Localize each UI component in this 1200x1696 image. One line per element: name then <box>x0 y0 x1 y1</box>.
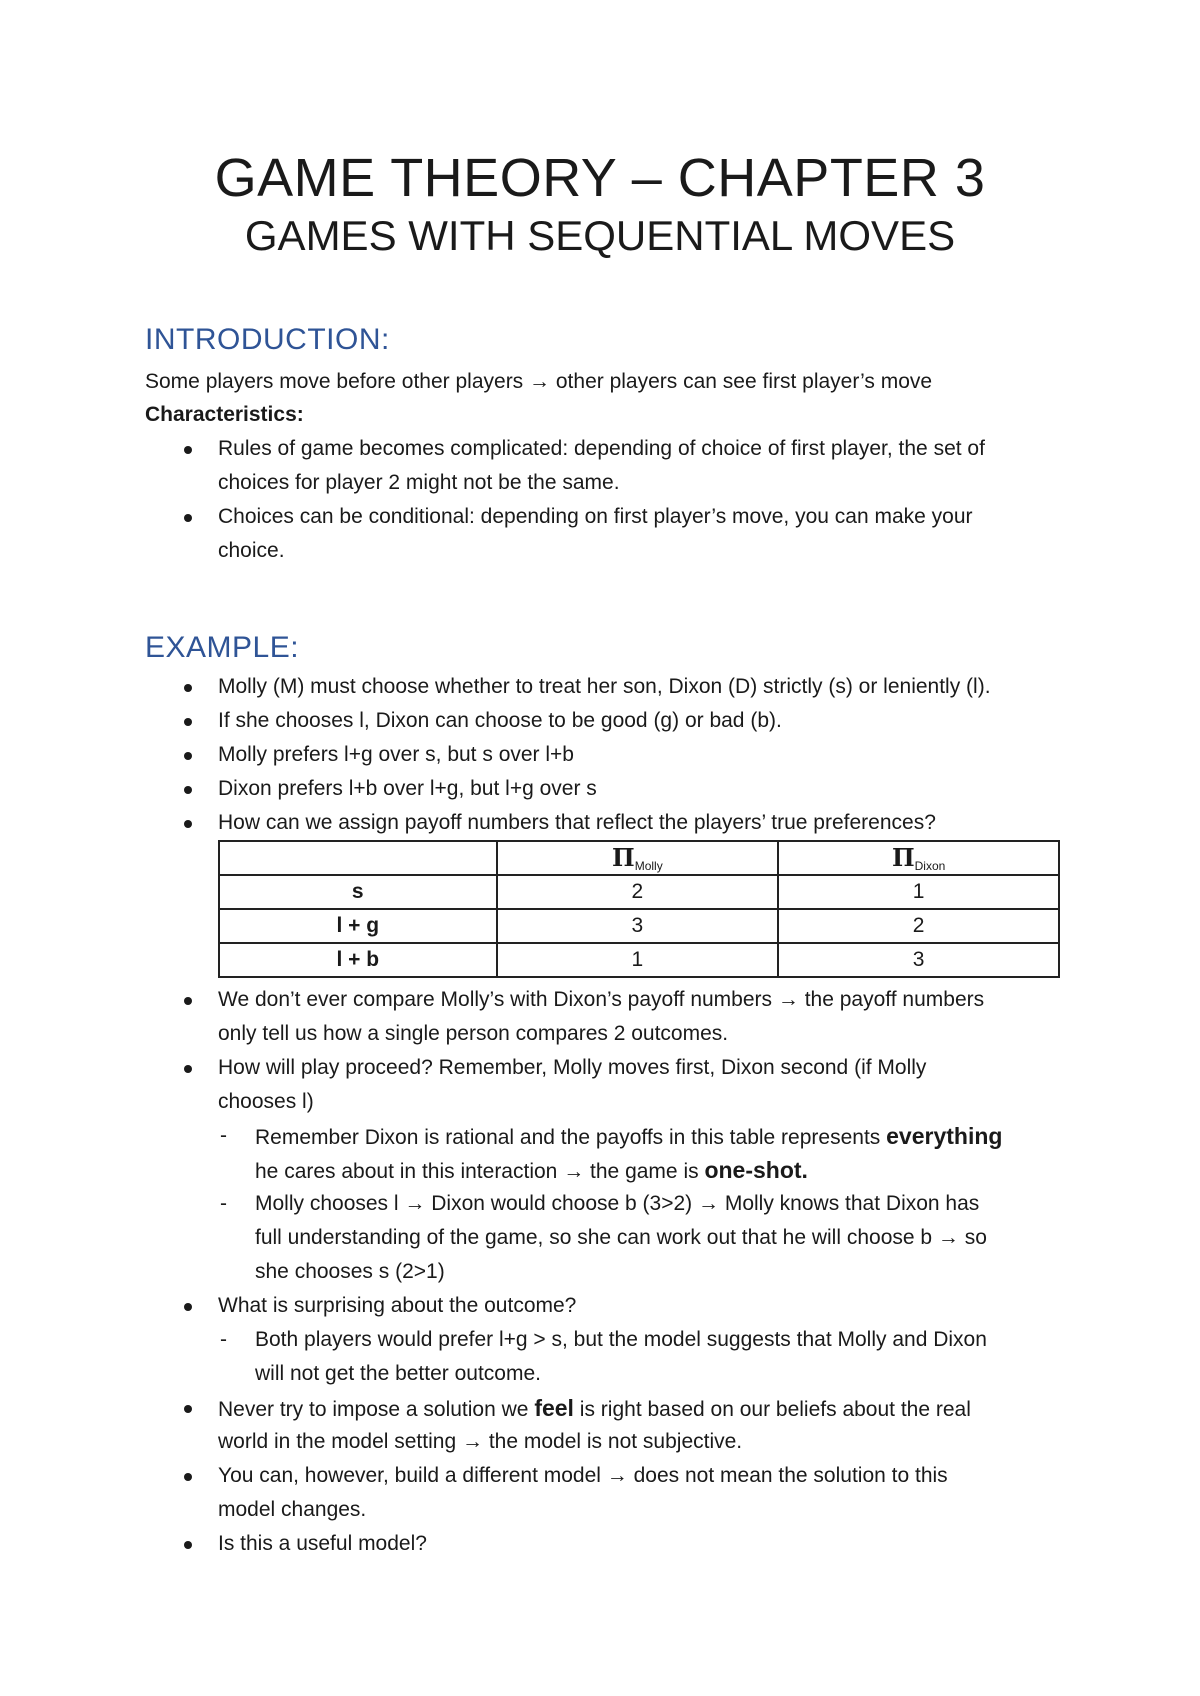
list-item: You can, however, build a different model → does not mean the solution to this <box>218 1464 948 1487</box>
bullet-icon <box>184 1303 192 1311</box>
row-label: l + b <box>219 943 497 977</box>
dash-icon: - <box>220 1328 227 1351</box>
list-item: How will play proceed? Remember, Molly moves first, Dixon second (if Molly <box>218 1056 927 1079</box>
table-header-empty <box>219 841 497 875</box>
list-item: Is this a useful model? <box>218 1532 427 1555</box>
heading-introduction: INTRODUCTION: <box>145 323 390 356</box>
table-cell: 1 <box>497 943 779 977</box>
table-cell: 2 <box>497 875 779 909</box>
list-item: Molly prefers l+g over s, but s over l+b <box>218 743 574 766</box>
table-row <box>219 943 1059 977</box>
arrow-icon: → <box>563 1160 585 1183</box>
list-item: How can we assign payoff numbers that reflect the players’ true preferences? <box>218 811 936 834</box>
table-header-molly: $\Pi_{Molly}$ <box>497 841 779 875</box>
bullet-icon <box>184 514 192 522</box>
dash-icon: - <box>220 1192 227 1215</box>
bullet-icon <box>184 820 192 828</box>
characteristics-label: Characteristics: <box>145 403 304 426</box>
dash-icon: - <box>220 1124 227 1147</box>
arrow-icon: → <box>461 1430 483 1453</box>
bullet-icon <box>184 997 192 1005</box>
list-item: Molly (M) must choose whether to treat her son, Dixon (D) strictly (s) or leniently (l). <box>218 675 991 698</box>
sub-item: Molly chooses l → Dixon would choose b (3>2) → Molly knows that Dixon has <box>255 1192 980 1215</box>
list-item: Never try to impose a solution we feel is right based on our beliefs about the real <box>218 1395 971 1421</box>
sub-item: Remember Dixon is rational and the payoffs in this table represents everything <box>255 1123 1003 1149</box>
list-item-continued: choice. <box>218 539 285 562</box>
bullet-icon <box>184 446 192 454</box>
arrow-icon: → <box>937 1226 959 1249</box>
list-item: We don’t ever compare Molly’s with Dixon’s payoff numbers → the payoff numbers <box>218 988 985 1011</box>
sub-item: Both players would prefer l+g > s, but the model suggests that Molly and Dixon <box>255 1328 987 1351</box>
arrow-icon: → <box>777 988 799 1011</box>
bullet-icon <box>184 786 192 794</box>
page-title: GAME THEORY – CHAPTER 3 <box>214 148 986 208</box>
table-cell: 2 <box>778 909 1059 943</box>
list-item-continued: only tell us how a single person compares 2 outcomes. <box>218 1022 729 1045</box>
bullet-icon <box>184 684 192 692</box>
list-item: Rules of game becomes complicated: depending of choice of first player, the set of <box>218 437 985 460</box>
list-item: What is surprising about the outcome? <box>218 1294 577 1317</box>
list-item-continued: model changes. <box>218 1498 367 1521</box>
row-label: s <box>219 875 497 909</box>
bullet-icon <box>184 1473 192 1481</box>
list-item: Choices can be conditional: depending on first player’s move, you can make your <box>218 505 973 528</box>
bullet-icon <box>184 718 192 726</box>
sub-item-continued: he cares about in this interaction → the game is one-shot. <box>255 1157 808 1183</box>
list-item: If she chooses l, Dixon can choose to be good (g) or bad (b). <box>218 709 782 732</box>
bullet-icon <box>184 1405 192 1413</box>
table-cell: 3 <box>497 909 779 943</box>
table-cell: 1 <box>778 875 1059 909</box>
sub-item-continued: full understanding of the game, so she can work out that he will choose b → so <box>255 1226 987 1249</box>
list-item: Dixon prefers l+b over l+g, but l+g over s <box>218 777 597 800</box>
payoff-table <box>218 840 1060 978</box>
bullet-icon <box>184 752 192 760</box>
list-item-continued: world in the model setting → the model is not subjective. <box>218 1430 743 1453</box>
intro-line: Some players move before other players → other players can see first player’s move <box>145 370 933 393</box>
bullet-icon <box>184 1065 192 1073</box>
arrow-icon: → <box>606 1464 628 1487</box>
page-subtitle: GAMES WITH SEQUENTIAL MOVES <box>244 212 956 259</box>
row-label: l + g <box>219 909 497 943</box>
sub-item-continued: will not get the better outcome. <box>255 1362 541 1385</box>
table-row <box>219 909 1059 943</box>
list-item-continued: chooses l) <box>218 1090 314 1113</box>
table-cell: 3 <box>778 943 1059 977</box>
sub-item-continued: she chooses s (2>1) <box>255 1260 445 1283</box>
table-header-row <box>219 841 1059 875</box>
arrow-icon: → <box>404 1192 426 1215</box>
bullet-icon <box>184 1541 192 1549</box>
table-header-dixon: $\Pi_{Dixon}$ <box>778 841 1059 875</box>
arrow-icon: → <box>529 370 551 393</box>
table-row <box>219 875 1059 909</box>
list-item-continued: choices for player 2 might not be the same. <box>218 471 620 494</box>
heading-example: EXAMPLE: <box>145 631 300 664</box>
arrow-icon: → <box>698 1192 719 1215</box>
